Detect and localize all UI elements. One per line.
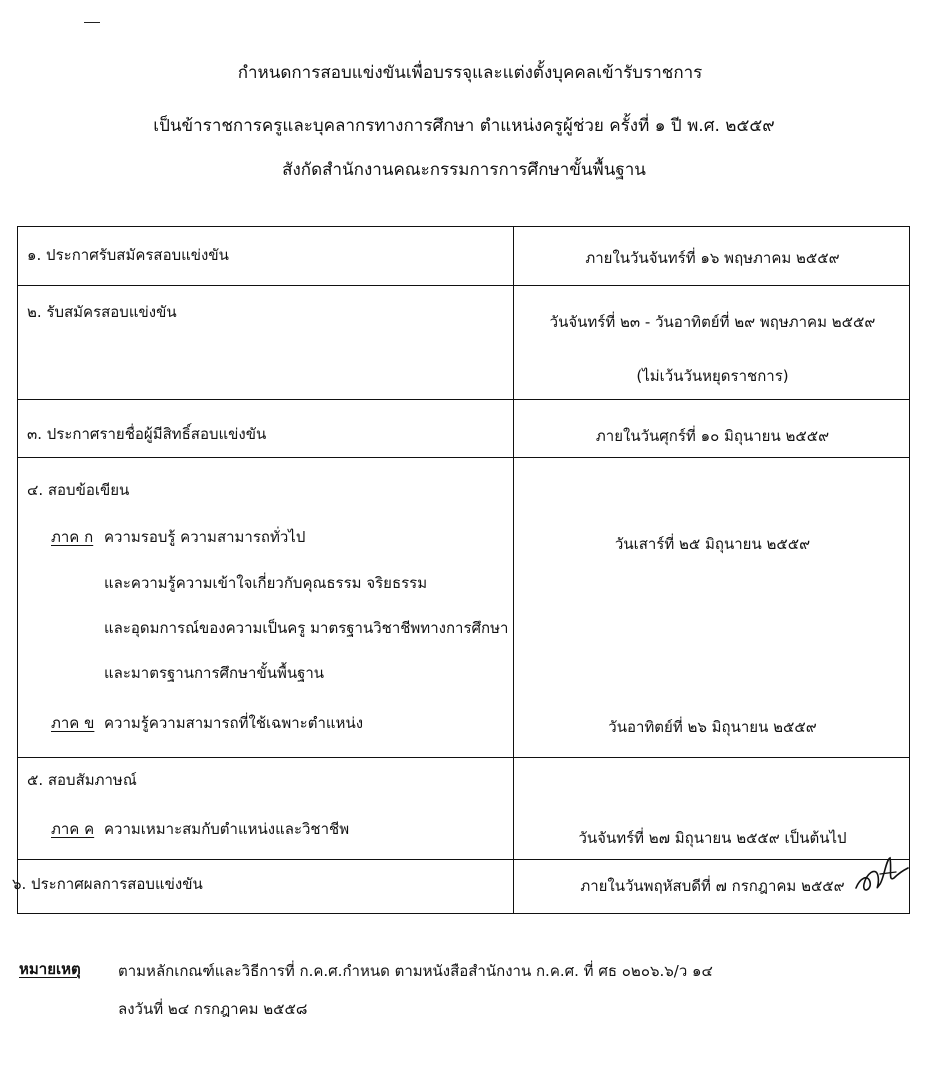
row6-date: ภายในวันพฤหัสบดีที่ ๗ กรกฎาคม ๒๕๕๙ [580, 877, 845, 895]
row3-item: ๓. ประกาศรายชื่อผู้มีสิทธิ์สอบแข่งขัน [27, 425, 267, 443]
note-line-1: ตามหลักเกณฑ์และวิธีการที่ ก.ค.ศ.กำหนด ตามหนังสือสำนักงาน ก.ค.ศ. ที่ ศธ ๐๒๐๖.๖/ว ๑๔ [118, 962, 713, 980]
header-dash [84, 22, 100, 23]
row2-date: วันจันทร์ที่ ๒๓ - วันอาทิตย์ที่ ๒๙ พฤษภาคม ๒๕๕๙ [549, 313, 876, 331]
row5-date: วันจันทร์ที่ ๒๗ มิถุนายน ๒๕๕๙ เป็นต้นไป [578, 829, 847, 847]
part-c-label: ภาค ค [51, 820, 95, 838]
part-b-text: ความรู้ความสามารถที่ใช้เฉพาะตำแหน่ง [104, 714, 364, 732]
row4-item: ๔. สอบข้อเขียน [27, 481, 130, 499]
part-c-text: ความเหมาะสมกับตำแหน่งและวิชาชีพ [104, 820, 350, 838]
row-divider [18, 457, 909, 458]
row2-item: ๒. รับสมัครสอบแข่งขัน [27, 303, 177, 321]
part-a-line-3: และอุดมการณ์ของความเป็นครู มาตรฐานวิชาชีพทางการศึกษา [104, 619, 509, 637]
part-a-label: ภาค ก [51, 528, 94, 546]
row-divider [18, 859, 909, 860]
document-title-line-3: สังกัดสำนักงานคณะกรรมการการศึกษาขั้นพื้นฐาน [282, 160, 646, 180]
document-title-line-2: เป็นข้าราชการครูและบุคลากรทางการศึกษา ตำแหน่งครูผู้ช่วย ครั้งที่ ๑ ปี พ.ศ. ๒๕๕๙ [153, 116, 775, 136]
handwritten-signature [850, 848, 912, 900]
part-a-line-2: และความรู้ความเข้าใจเกี่ยวกับคุณธรรม จริยธรรม [104, 574, 428, 592]
part-b-date: วันอาทิตย์ที่ ๒๖ มิถุนายน ๒๕๕๙ [608, 718, 817, 736]
row-divider [18, 285, 909, 286]
part-a-line-1: ความรอบรู้ ความสามารถทั่วไป [104, 528, 306, 546]
row5-item: ๕. สอบสัมภาษณ์ [27, 771, 137, 789]
part-a-date: วันเสาร์ที่ ๒๕ มิถุนายน ๒๕๕๙ [614, 535, 811, 553]
row2-date-note: (ไม่เว้นวันหยุดราชการ) [636, 367, 789, 385]
part-b-label: ภาค ข [51, 714, 95, 732]
document-title-line-1: กำหนดการสอบแข่งขันเพื่อบรรจุและแต่งตั้งบุคคลเข้ารับราชการ [237, 63, 703, 83]
row3-date: ภายในวันศุกร์ที่ ๑๐ มิถุนายน ๒๕๕๙ [595, 427, 830, 445]
part-a-line-4: และมาตรฐานการศึกษาขั้นพื้นฐาน [104, 664, 325, 682]
row-divider [18, 399, 909, 400]
row1-item: ๑. ประกาศรับสมัครสอบแข่งขัน [27, 246, 229, 264]
row-divider [18, 757, 909, 758]
note-label: หมายเหตุ [19, 960, 81, 978]
note-line-2: ลงวันที่ ๒๔ กรกฎาคม ๒๕๕๘ [118, 1000, 308, 1018]
row6-item: ๖. ประกาศผลการสอบแข่งขัน [12, 875, 203, 893]
row1-date: ภายในวันจันทร์ที่ ๑๖ พฤษภาคม ๒๕๕๙ [585, 249, 840, 267]
schedule-table [12, 226, 910, 914]
